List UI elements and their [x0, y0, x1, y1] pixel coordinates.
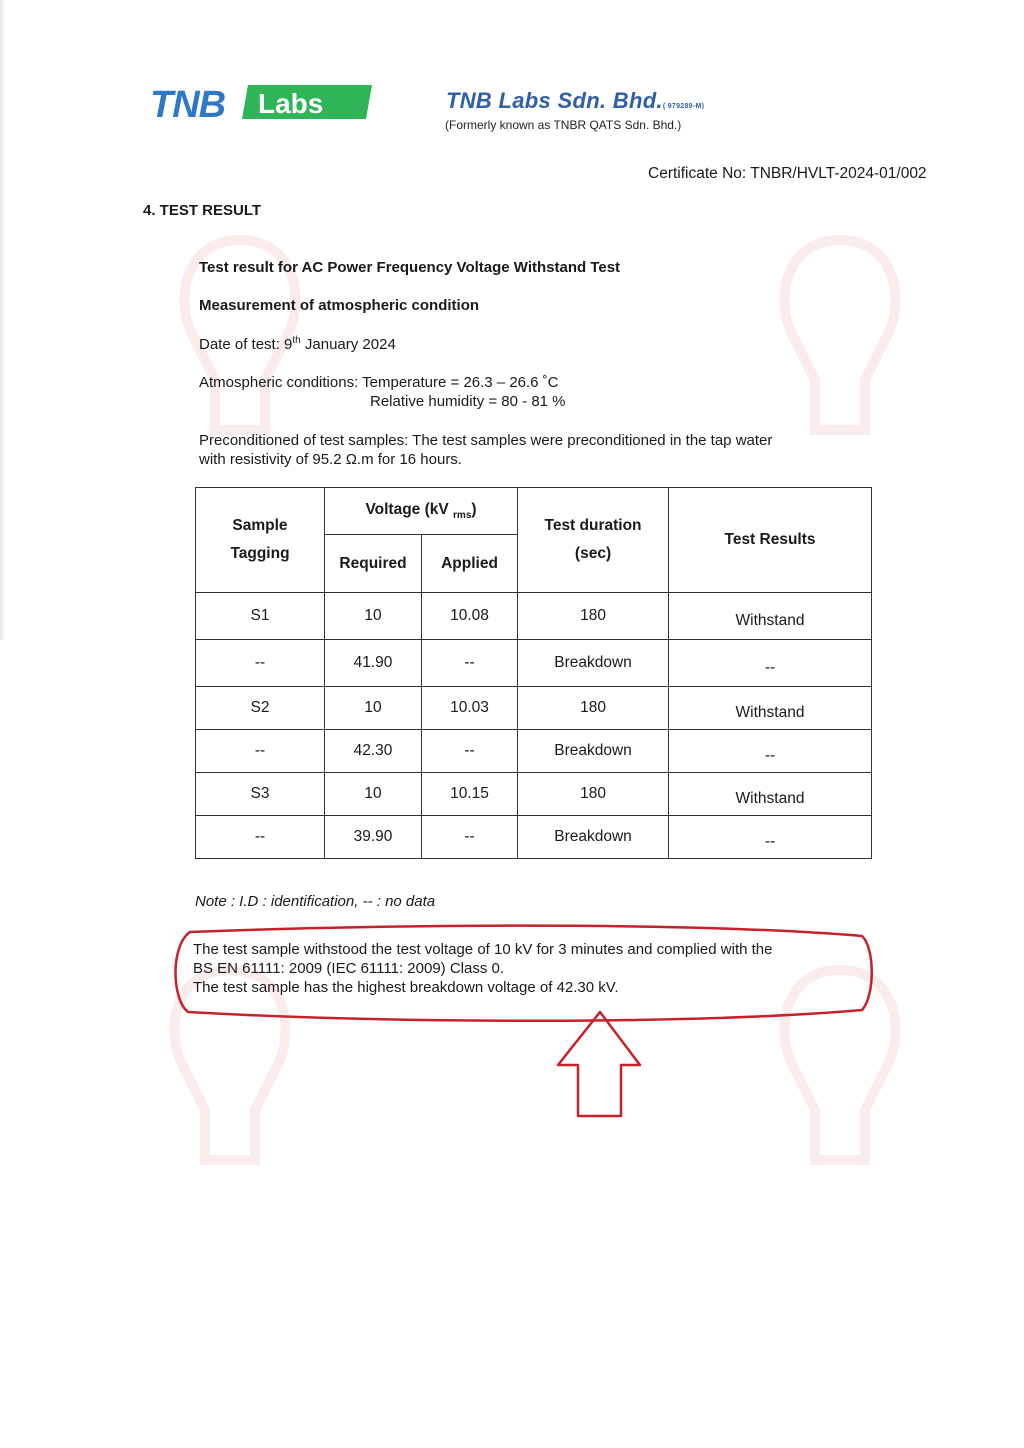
header-voltage-text: Voltage (kV: [365, 500, 454, 518]
cell-result: --: [669, 816, 872, 859]
company-name-text: TNB Labs Sdn. Bhd.: [446, 88, 663, 113]
cell-result: Withstand: [669, 687, 872, 730]
formerly-known-as: (Formerly known as TNBR QATS Sdn. Bhd.): [445, 118, 682, 132]
up-arrow-icon: [558, 1012, 640, 1116]
measurement-heading: Measurement of atmospheric condition: [199, 297, 480, 314]
cell-result: Withstand: [669, 593, 872, 640]
section-title: 4. TEST RESULT: [143, 202, 262, 219]
cell-duration: Breakdown: [518, 640, 669, 687]
header-duration-line-1: Test duration: [544, 517, 642, 534]
header-sample-line-2: Tagging: [230, 545, 290, 562]
test-heading: Test result for AC Power Frequency Voltage Withstand Test: [199, 259, 621, 276]
cell-tag: S1: [196, 593, 325, 640]
cell-tag: --: [196, 730, 325, 773]
cell-tag: --: [196, 640, 325, 687]
header-required: Required: [325, 535, 422, 593]
cell-applied: --: [422, 640, 518, 687]
cell-tag: S3: [196, 773, 325, 816]
precondition-line-1: Preconditioned of test samples: The test samples were preconditioned in the tap water: [199, 432, 773, 449]
date-ordinal: th: [292, 335, 301, 346]
cell-applied: --: [422, 730, 518, 773]
cell-required: 10: [325, 773, 422, 816]
cell-duration: Breakdown: [518, 816, 669, 859]
cell-applied: --: [422, 816, 518, 859]
date-label: Date of test: 9: [199, 336, 293, 353]
atmospheric-humidity: Relative humidity = 80 - 81 %: [370, 393, 566, 410]
svg-text:Labs: Labs: [258, 88, 324, 119]
header-voltage-rms: rms: [453, 510, 472, 522]
header-test-results: Test Results: [669, 488, 872, 593]
cell-required: 41.90: [325, 640, 422, 687]
cell-required: 10: [325, 687, 422, 730]
conclusion-line-2: BS EN 61111: 2009 (IEC 61111: 2009) Class 0.: [193, 960, 505, 977]
header-voltage-close: ): [471, 500, 477, 518]
cell-required: 42.30: [325, 730, 422, 773]
cell-tag: --: [196, 816, 325, 859]
cell-result: --: [669, 730, 872, 773]
cell-required: 39.90: [325, 816, 422, 859]
svg-text:TNB: TNB: [150, 84, 226, 122]
header-sample-line-1: Sample: [232, 517, 288, 534]
cell-applied: 10.15: [422, 773, 518, 816]
certificate-number: Certificate No: TNBR/HVLT-2024-01/002: [648, 165, 927, 182]
cell-applied: 10.08: [422, 593, 518, 640]
table-note: Note : I.D : identification, -- : no data: [195, 893, 436, 910]
atmospheric-temperature: Atmospheric conditions: Temperature = 26.3 – 26.6 ˚C: [199, 374, 559, 391]
cell-applied: 10.03: [422, 687, 518, 730]
cell-result: --: [669, 640, 872, 687]
cell-result: Withstand: [669, 773, 872, 816]
conclusion-line-1: The test sample withstood the test voltage of 10 kV for 3 minutes and complied with the: [193, 941, 773, 958]
conclusion-line-3: The test sample has the highest breakdown voltage of 42.30 kV.: [193, 979, 619, 996]
highlight-ellipse: [176, 926, 872, 1021]
cell-duration: Breakdown: [518, 730, 669, 773]
cell-required: 10: [325, 593, 422, 640]
precondition-line-2: with resistivity of 95.2 Ω.m for 16 hours.: [199, 451, 462, 468]
header-applied: Applied: [422, 535, 518, 593]
cell-duration: 180: [518, 593, 669, 640]
header-duration-line-2: (sec): [574, 545, 612, 562]
company-reg: ( 979289-M): [662, 103, 705, 110]
cell-duration: 180: [518, 773, 669, 816]
cell-duration: 180: [518, 687, 669, 730]
date-rest: January 2024: [300, 336, 396, 353]
cell-tag: S2: [196, 687, 325, 730]
